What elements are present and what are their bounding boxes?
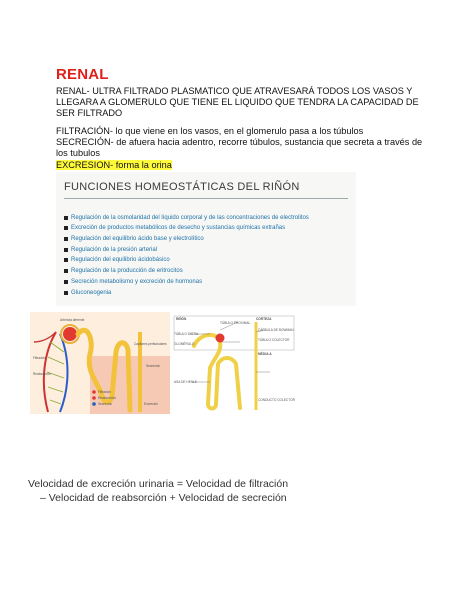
function-item: Regulación de la producción de eritrocitos bbox=[64, 268, 183, 274]
square-bullet-icon bbox=[64, 226, 68, 230]
equation-line-2: – Velocidad de reabsorción + Velocidad de secreción bbox=[40, 492, 287, 504]
function-item: Excreción de productos metabólicos de desecho y sustancias químicas extrañas bbox=[64, 225, 285, 231]
square-bullet-icon bbox=[64, 248, 68, 252]
function-item: Regulación del equilibrio ácidobásico bbox=[64, 257, 170, 263]
function-item: Regulación del equilibrio ácido base y electrolítico bbox=[64, 236, 204, 242]
excrecion-definition: EXCRESION- forma la orina bbox=[56, 159, 172, 170]
nephron-label: ASA DE HENLE bbox=[174, 380, 198, 384]
nephron-figure-right bbox=[170, 312, 298, 414]
nephron-label: Filtración bbox=[33, 356, 46, 360]
definitions-block bbox=[56, 126, 426, 171]
function-item: Gluconeogenia bbox=[64, 290, 111, 296]
nephron-figure-left bbox=[30, 312, 178, 414]
legend-item: Filtración bbox=[98, 390, 111, 394]
functions-title-divider bbox=[64, 198, 348, 199]
page-title: RENAL bbox=[56, 66, 109, 83]
secrecion-definition: SECRECIÓN- de afuera hacia adentro, recorre túbulos, sustancia que secreta a través de los tubulos bbox=[56, 137, 423, 159]
nephron-label: TÚBULO PROXIMAL bbox=[220, 321, 251, 325]
medulla-header: MÉDULA bbox=[258, 352, 272, 356]
nephron-label: Reabsorción bbox=[33, 372, 51, 376]
square-bullet-icon bbox=[64, 291, 68, 295]
nephron-label: TÚBULO DISTAL bbox=[174, 332, 199, 336]
functions-figure-title: FUNCIONES HOMEOSTÁTICAS DEL RIÑÓN bbox=[64, 181, 300, 193]
legend-item: Secreción bbox=[98, 402, 113, 406]
nephron-label: CÁPSULA DE BOWMAN bbox=[258, 328, 294, 332]
nephron-label: Capilares peritubulares bbox=[134, 342, 167, 346]
equation-line-1: Velocidad de excreción urinaria = Velocidad de filtración bbox=[28, 478, 289, 490]
square-bullet-icon bbox=[64, 216, 68, 220]
legend-item: Reabsorción bbox=[98, 396, 116, 400]
cortex-header: CORTEZA bbox=[256, 317, 272, 321]
nephron-label: Excreción bbox=[144, 402, 158, 406]
functions-figure bbox=[56, 172, 356, 306]
function-item: Regulación de la osmolaridad del líquido corporal y de las concentraciones de electrolitos bbox=[64, 215, 309, 221]
nephron-label: Secreción bbox=[146, 364, 161, 368]
square-bullet-icon bbox=[64, 280, 68, 284]
square-bullet-icon bbox=[64, 237, 68, 241]
filtracion-definition: FILTRACIÓN- lo que viene en los vasos, en el glomerulo pasa a los túbulos bbox=[56, 126, 364, 136]
nephron-label: GLOMÉRULO bbox=[174, 342, 195, 346]
square-bullet-icon bbox=[64, 258, 68, 262]
nephron-label: CONDUCTO COLECTOR bbox=[258, 398, 295, 402]
function-item: Regulación de la presión arterial bbox=[64, 247, 157, 253]
nephron-label: TÚBULO COLECTOR bbox=[258, 338, 290, 342]
function-item: Secreción metabolismo y excreción de hormonas bbox=[64, 279, 202, 285]
kidney-header: RIÑÓN bbox=[176, 317, 187, 321]
intro-paragraph: RENAL- ULTRA FILTRADO PLASMATICO QUE ATRAVESARÁ TODOS LOS VASOS Y LLEGARA A GLOMERULO QUE TIENE EL LIQUIDO QUE TENDRA LA CAPACIDAD DE SER FILTRADO bbox=[56, 86, 419, 119]
square-bullet-icon bbox=[64, 269, 68, 273]
nephron-label: Arteriola aferente bbox=[60, 318, 85, 322]
